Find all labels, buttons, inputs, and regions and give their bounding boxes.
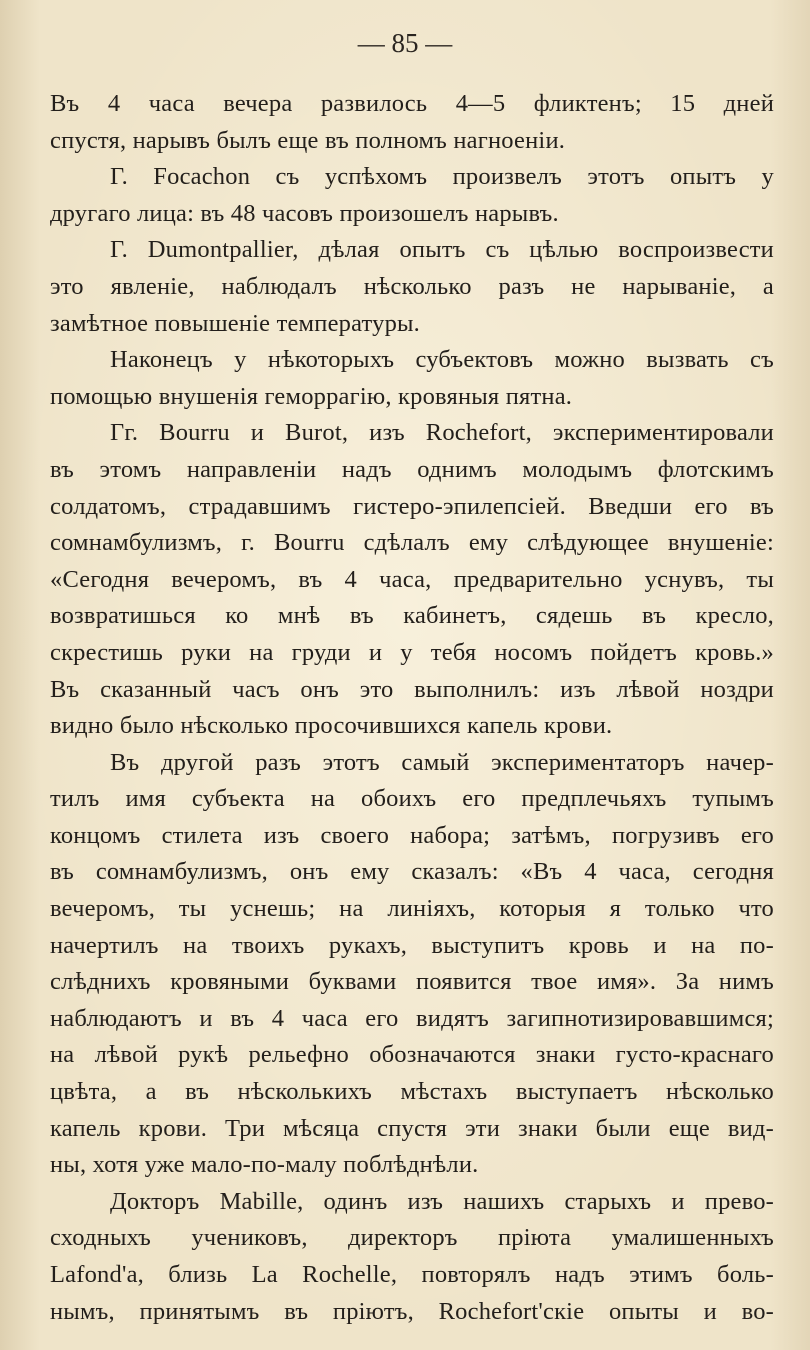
text-line: Lafond'a, близь La Rochelle, повторялъ надъ этимъ боль- bbox=[50, 1261, 774, 1288]
text-line: Въ 4 часа вечера развилось 4—5 фликтенъ; 15 дней bbox=[50, 90, 774, 117]
text-line: другаго лица: въ 48 часовъ произошелъ нарывъ. bbox=[50, 199, 559, 227]
text-line: спустя, нарывъ былъ еще въ полномъ нагноеніи. bbox=[50, 126, 566, 154]
text-line: Въ сказанный часъ онъ это выполнилъ: изъ лѣвой ноздри bbox=[50, 675, 774, 703]
text-line: Г. Dumontpallier, дѣлая опытъ съ цѣлью воспроизвести bbox=[110, 236, 774, 264]
text-line: Г. Focachon съ успѣхомъ произвелъ этотъ опытъ у bbox=[110, 163, 774, 191]
text-line: Гг. Bourru и Burot, изъ Rochefort, экспериментировали bbox=[110, 419, 774, 447]
text-line: въ сомнамбулизмъ, онъ ему сказалъ: «Въ 4 часа, сегодня bbox=[50, 858, 774, 886]
text-line: сходныхъ учениковъ, директоръ пріюта умалишенныхъ bbox=[50, 1224, 774, 1252]
text-line: солдатомъ, страдавшимъ гистеро-эпилепсіей. Введши его въ bbox=[50, 492, 774, 520]
text-line: замѣтное повышеніе температуры. bbox=[50, 309, 421, 337]
text-line: начертилъ на твоихъ рукахъ, выступитъ кровь и на по- bbox=[50, 931, 774, 959]
text-line: въ этомъ направленіи надъ однимъ молодымъ флотскимъ bbox=[50, 455, 774, 483]
text-line: помощью внушенія геморрагію, кровяныя пятна. bbox=[50, 382, 573, 410]
text-line: скрестишь руки на груди и у тебя носомъ пойдетъ кровь.» bbox=[50, 638, 774, 666]
text-line: на лѣвой рукѣ рельефно обозначаются знаки густо-краснаго bbox=[50, 1041, 774, 1069]
text-line: видно было нѣсколько просочившихся капель крови. bbox=[50, 712, 613, 740]
text-line: «Сегодня вечеромъ, въ 4 часа, предварительно уснувъ, ты bbox=[50, 565, 774, 593]
text-line: вечеромъ, ты уснешь; на линіяхъ, которыя я только что bbox=[50, 895, 774, 923]
text-line: слѣднихъ кровяными буквами появится твое имя». За нимъ bbox=[50, 968, 774, 996]
body-text bbox=[50, 86, 774, 1330]
text-line: Докторъ Mabille, одинъ изъ нашихъ старыхъ и прево- bbox=[110, 1187, 774, 1215]
text-line: тилъ имя субъекта на обоихъ его предплечьяхъ тупымъ bbox=[50, 785, 774, 813]
page-number: — 85 — bbox=[357, 28, 453, 58]
text-line: ны, хотя уже мало-по-малу поблѣднѣли. bbox=[50, 1151, 479, 1179]
text-line: нымъ, принятымъ въ пріютъ, Rochefort'скіе опыты и во- bbox=[50, 1297, 774, 1325]
text-line: возвратишься ко мнѣ въ кабинетъ, сядешь въ кресло, bbox=[50, 602, 774, 630]
text-line: концомъ стилета изъ своего набора; затѣмъ, погрузивъ его bbox=[50, 821, 774, 849]
text-line: наблюдаютъ и въ 4 часа его видятъ загипнотизировавшимся; bbox=[50, 1004, 774, 1032]
text-line: Наконецъ у нѣкоторыхъ субъектовъ можно вызвать съ bbox=[110, 346, 774, 374]
text-line: сомнамбулизмъ, г. Bourru сдѣлалъ ему слѣдующее внушеніе: bbox=[50, 529, 774, 557]
text-line: Въ другой разъ этотъ самый экспериментаторъ начер- bbox=[110, 748, 774, 776]
text-line: это явленіе, наблюдалъ нѣсколько разъ не нарываніе, а bbox=[50, 272, 774, 300]
text-line: капель крови. Три мѣсяца спустя эти знаки были еще вид- bbox=[50, 1114, 774, 1142]
text-line: цвѣта, а въ нѣсколькихъ мѣстахъ выступаетъ нѣсколько bbox=[50, 1078, 774, 1106]
